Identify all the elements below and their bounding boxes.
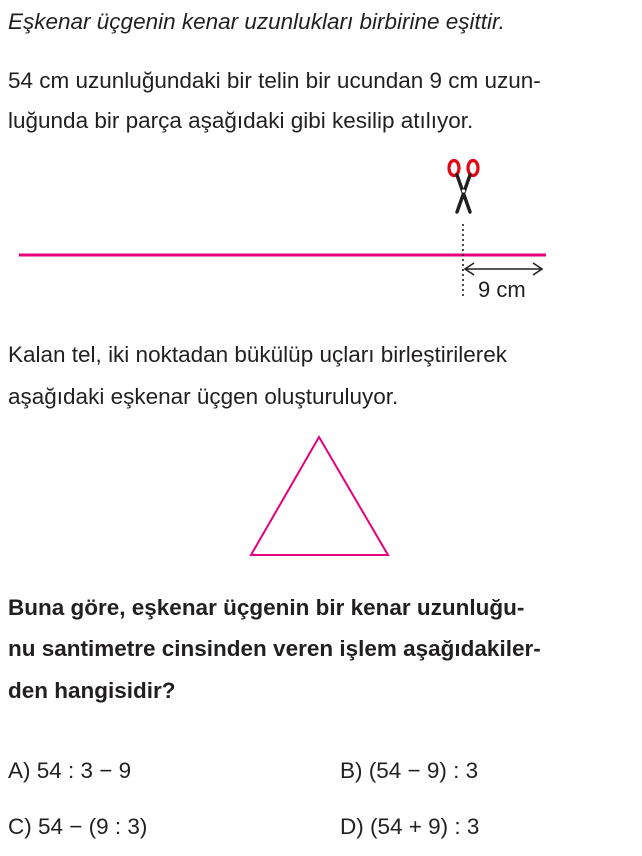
option-b[interactable]: B) (54 − 9) : 3 xyxy=(340,758,479,783)
segment-label: 9 cm xyxy=(478,277,526,302)
definition-note: Eşkenar üçgenin kenar uzunlukları birbirine eşittir. xyxy=(8,9,505,34)
question-line-2: nu santimetre cinsinden veren işlem aşağıdakiler- xyxy=(8,636,541,661)
equilateral-triangle xyxy=(251,437,388,555)
option-d[interactable]: D) (54 + 9) : 3 xyxy=(340,814,480,839)
option-a[interactable]: A) 54 : 3 − 9 xyxy=(8,758,132,783)
wire-figure xyxy=(0,150,642,310)
segment-arrow xyxy=(465,263,542,275)
transform-text-line-2: aşağıdaki eşkenar üçgen oluşturuluyor. xyxy=(8,384,399,409)
problem-text-line-1: 54 cm uzunluğundaki bir telin bir ucundan 9 cm uzun- xyxy=(8,68,541,93)
triangle-figure xyxy=(0,430,642,560)
scissors-icon xyxy=(449,161,478,213)
option-c[interactable]: C) 54 − (9 : 3) xyxy=(8,814,148,839)
transform-text-line-1: Kalan tel, iki noktadan bükülüp uçları birleştirilerek xyxy=(8,342,508,367)
problem-text-line-2: luğunda bir parça aşağıdaki gibi kesilip atılıyor. xyxy=(8,108,474,133)
question-line-3: den hangisidir? xyxy=(8,678,176,703)
question-line-1: Buna göre, eşkenar üçgenin bir kenar uzunluğu- xyxy=(8,595,525,620)
